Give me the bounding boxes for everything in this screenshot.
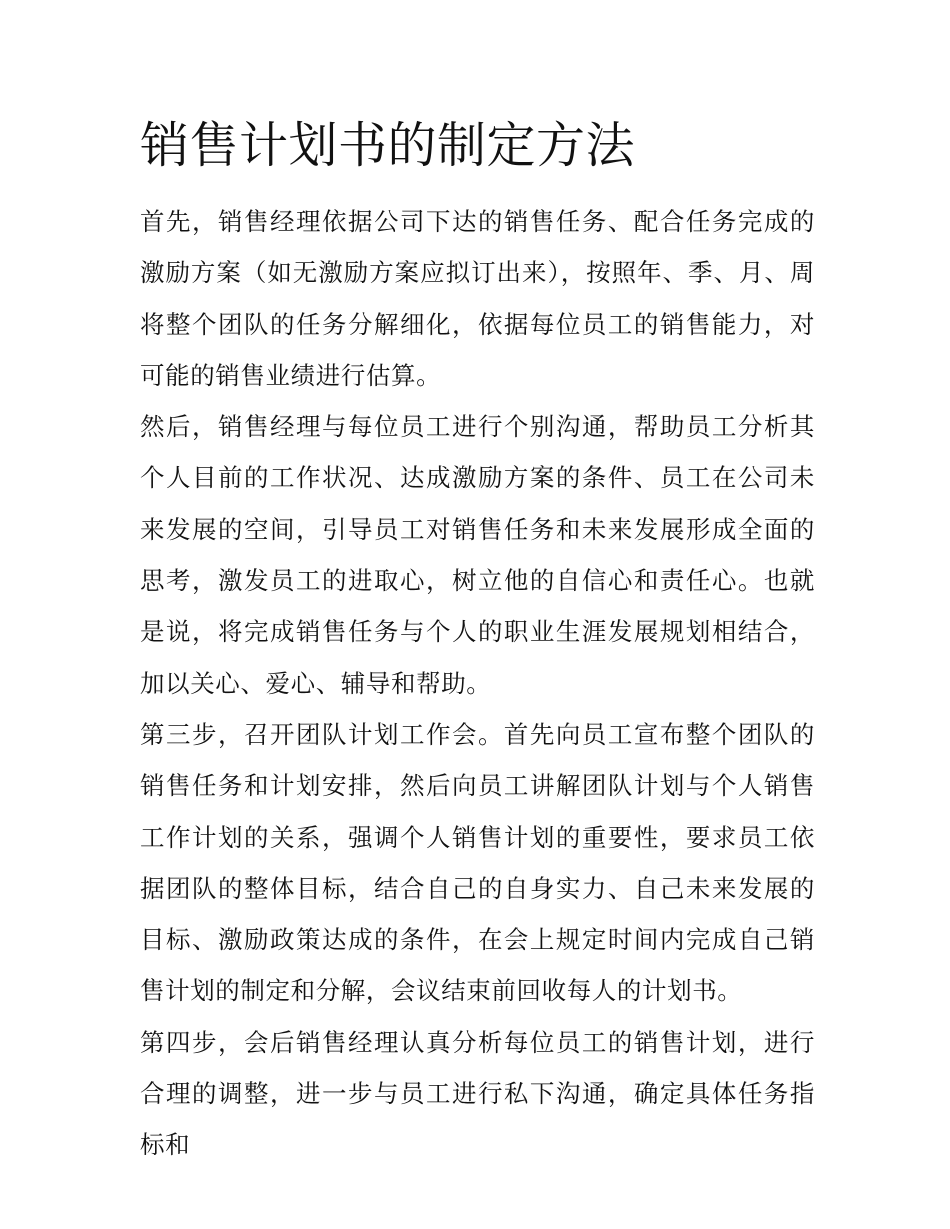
document-title: 销售计划书的制定方法 — [140, 117, 636, 174]
document-body — [140, 196, 815, 1171]
paragraph-4: 第四步，会后销售经理认真分析每位员工的销售计划，进行合理的调整，进一步与员工进行私下沟通，确定具体任务指标和 — [140, 1027, 815, 1160]
paragraph-3: 第三步，召开团队计划工作会。首先向员工宣布整个团队的销售任务和计划安排，然后向员工讲解团队计划与个人销售工作计划的关系，强调个人销售计划的重要性，要求员工依据团队的整体目标，结合自己的自身实力、自己未来发展的目标、激励政策达成的条件，在会上规定时间内完成自己销售计划的制定和分解，会议结束前回收每人的计划书。 — [140, 719, 815, 1006]
paragraph-2: 然后，销售经理与每位员工进行个别沟通，帮助员工分析其个人目前的工作状况、达成激励方案的条件、员工在公司未来发展的空间，引导员工对销售任务和未来发展形成全面的思考，激发员工的进取心，树立他的自信心和责任心。也就是说，将完成销售任务与个人的职业生涯发展规划相结合，加以关心、爱心、辅导和帮助。 — [140, 412, 815, 698]
paragraph-1: 首先，销售经理依据公司下达的销售任务、配合任务完成的激励方案（如无激励方案应拟订出来），按照年、季、月、周将整个团队的任务分解细化，依据每位员工的销售能力，对可能的销售业绩进行估算。 — [140, 207, 815, 390]
